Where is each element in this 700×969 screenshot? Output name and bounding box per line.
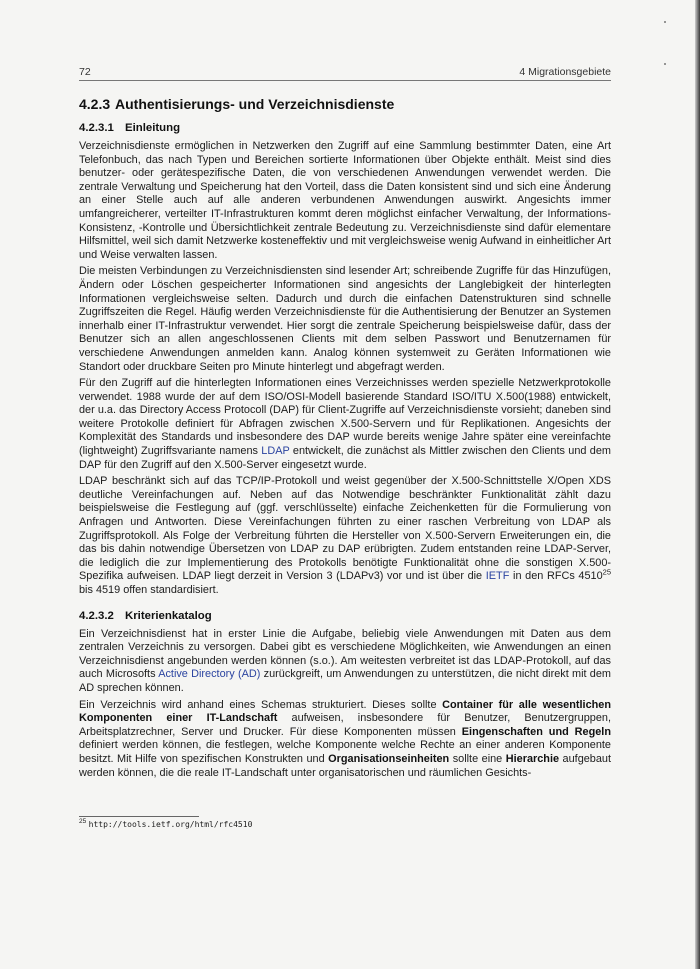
paragraph: Die meisten Verbindungen zu Verzeichnisdiensten sind lesender Art; schreibende Zugriffe für das Hinzufügen, Ändern oder Löschen gespeicherter Informationen sind angesichts der Langlebigkeit der hinterlegten Informationen vergleichsweise selten. Dadurch und durch die einfachen Datenstrukturen sind schnelle Zugriffszeiten die Regel. Häufig werden Verzeichnisdienste für die Authentisierung der Benutzer an Systemen innerhalb einer IT-Infrastruktur verwendet. Hier sorgt die zentrale Speicherung beispielsweise dafür, dass der Benutzer sich an allen angeschlossenen Clients mit dem selben Passwort und Benutzernamen für verschiedene Anwendungen anmelden kann. Analog können systemweit zu Geräten Informationen wie Standort oder druckbare Seiten pro Minute hinterlegt und abgefragt werden. [79, 265, 611, 373]
subsection-number: 4.2.3.1 [79, 122, 114, 134]
section-number: 4.2.3 [79, 96, 111, 112]
section-title: Authentisierungs- und Verzeichnisdienste [115, 96, 395, 112]
subsection-number: 4.2.3.2 [79, 609, 114, 622]
chapter-title: 4 Migrationsgebiete [519, 66, 611, 78]
footnote-mark: 25 [79, 818, 87, 826]
paragraph-text: Für den Zugriff auf die hinterlegten Informationen eines Verzeichnisses werden spezielle Netzwerkprotokolle verwendet. 1988 wurde der auf dem ISO/OSI-Modell basierende Standard ISO/ITU X.500(1988) entwickelt, der u.a. das Directory Access Protocoll (DAP) für Client-Zugriffe auf Verzeichnisdienste vorsieht; daneben sind weitere Protokolle definiert für Abfragen zwischen X.500-Servern und für Replikationen. Angesichts der Komplexität des Standards und insbesondere des DAP wurde bereits wenige Jahre später eine vereinfachte (lightweight) Zugriffsvariante namens [79, 377, 611, 458]
paragraph-text: zurückgreift, um Anwendungen zu unterstützen, die nicht direkt mit dem AD sprechen können. [79, 668, 611, 694]
paragraph-text: entwickelt, die zunächst als Mittler zwischen den Clients und dem DAP für den Zugriff auf den X.500-Server eingesetzt wurde. [79, 445, 611, 471]
scan-edge-shadow [695, 0, 700, 969]
bold-term: Eingenschaften und Regeln [461, 725, 611, 738]
page-number: 72 [79, 66, 91, 78]
glossary-link-active-directory[interactable]: Active Directory (AD) [158, 668, 261, 681]
paragraph [79, 377, 611, 472]
bold-term: Hierarchie [505, 752, 560, 765]
page-body [79, 95, 611, 783]
paragraph [79, 475, 611, 597]
paragraph-text: sollte eine [449, 752, 506, 765]
running-header [79, 66, 611, 80]
section-heading [79, 95, 611, 113]
header-rule [79, 80, 611, 81]
paragraph-text: in den RFCs 4510 [509, 570, 603, 583]
footnote-url[interactable]: http://tools.ietf.org/html/rfc4510 [88, 820, 253, 829]
paragraph-text: definiert werden können, die festlegen, welche Komponente welche Rechte an einer anderen Komponente besitzt. Mit Hilfe von spezifischen Konstrukten und [79, 739, 611, 765]
paragraph-text: Ein Verzeichnisdienst hat in erster Linie die Aufgabe, beliebig viele Anwendungen mit Daten aus dem zentralen Verzeichnis zu versorgen. Dabei gibt es verschiedene Möglichkeiten, wie Anwendungen an einen Verzeichnisdienst angebunden werden können (s.o.). Am weitesten verbreitet ist das LDAP-Protokoll, auf das auch Microsofts [79, 627, 611, 681]
scan-speck [664, 63, 666, 65]
glossary-link-ldap[interactable]: LDAP [261, 445, 290, 458]
bold-term: Organisationseinheiten [328, 752, 450, 765]
subsection-title: Kriterienkatalog [125, 609, 212, 622]
subsection-heading-kriterienkatalog [79, 609, 611, 624]
footnote-rule [79, 816, 199, 817]
subsection-title: Einleitung [125, 122, 181, 134]
paragraph-text: aufgebaut werden können, die die reale IT-Landschaft unter organisatorischen und räumlichen Gesichts- [79, 752, 612, 779]
footnote [79, 819, 611, 830]
glossary-link-ietf[interactable]: IETF [485, 570, 510, 583]
paragraph-text: bis 4519 offen standardisiert. [79, 584, 219, 596]
paragraph: Verzeichnisdienste ermöglichen in Netzwerken den Zugriff auf eine Sammlung bestimmter Daten, eine Art Telefonbuch, das nach Typen und Bereichen sortierte Informationen über Objekte enthält. Meist sind dies benutzer- oder gerätespezifische Daten, die von verschiedenen Anwendungen verwendet werden. Die zentrale Verwaltung und Speicherung hat den Vorteil, dass die Daten konsistent sind und sich eine Änderung an einer Stelle auch auf alle anderen verbundenen Anwendungen auswirkt. Angesichts immer umfangreicherer, verteilter IT-Infrastrukturen kommt deren möglichst einfacher Verwaltung, der Informations-Konsistenz, -Kontrolle und Übersichtlichkeit zentrale Bedeutung zu. Verzeichnisdienste sind dafür elementare Hilfsmittel, weil sich damit Netzwerke kosteneffektiv und mit vergleichsweise wenig Aufwand in einheitlicher Art und Weise verwalten lassen. [79, 140, 611, 261]
footnote-reference[interactable]: 25 [602, 567, 611, 577]
paragraph-text: Ein Verzeichnis wird anhand eines Schemas strukturiert. Dieses sollte [79, 698, 443, 711]
subsection-heading-einleitung [79, 121, 611, 136]
paragraph-text: aufweisen, insbesondere für Benutzer, Benutzergruppen, Arbeitsplatzrechner, Server und Drucker. Für diese Komponenten müssen [79, 712, 611, 738]
bold-term: Container für alle wesentlichen Komponenten einer IT-Landschaft [79, 698, 611, 725]
paragraph [79, 699, 611, 781]
paragraph-text: LDAP beschränkt sich auf das TCP/IP-Protokoll und weist gegenüber der X.500-Schnittstelle X/Open XDS deutliche Vereinfachungen auf. Neben auf das Notwendige beschränkter Funktionalität zählt dazu beispielsweise die Festlegung auf (ggf. verschlüsselte) einfache Zeichenketten für die Formulierung von Anfragen und Antworten. Diese Vereinfachungen führten zu einer raschen Verbreitung von LDAP als Zugriffsprotokoll. Als Folge der Verbreitung führten die Hersteller von X.500-Servern Erweiterungen ein, die das bis dahin notwendige Übersetzen von LDAP zu DAP erübrigten. Zudem entstanden reine LDAP-Server, die lediglich die zur Implementierung des Protokolls benötigte Funktionalität ohne die sonstigen X.500-Spezifika aufweisen. LDAP liegt derzeit in Version 3 (LDAPv3) vor und ist über die [79, 475, 611, 583]
scan-speck [664, 21, 666, 23]
paragraph [79, 628, 611, 696]
